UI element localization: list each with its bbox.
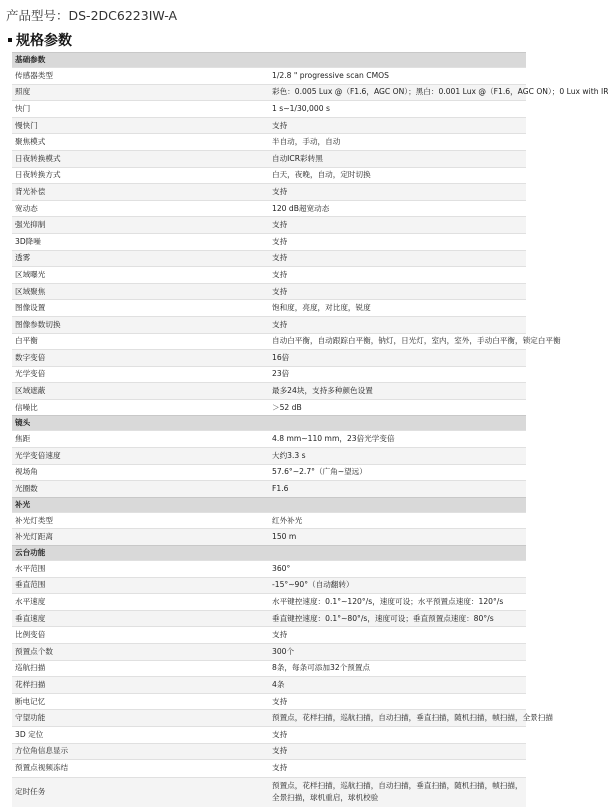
spec-value: 支持 xyxy=(269,250,526,267)
spec-value: 支持 xyxy=(269,117,526,134)
spec-row xyxy=(12,150,526,167)
spec-key: 预置点视频冻结 xyxy=(12,760,269,777)
spec-key: 花样扫描 xyxy=(12,677,269,694)
spec-value: 自动ICR彩转黑 xyxy=(269,150,526,167)
spec-key: 3D 定位 xyxy=(12,726,269,743)
section-title xyxy=(6,30,72,50)
spec-value: 4.8 mm~110 mm，23倍光学变倍 xyxy=(269,431,526,448)
spec-key: 强光抑制 xyxy=(12,217,269,234)
spec-key: 焦距 xyxy=(12,431,269,448)
spec-row xyxy=(12,101,526,118)
spec-value: 360° xyxy=(269,561,526,578)
spec-key: 水平速度 xyxy=(12,594,269,611)
spec-value: 大约3.3 s xyxy=(269,448,526,465)
spec-row xyxy=(12,677,526,694)
spec-row xyxy=(12,383,526,400)
spec-section-label: 云台功能 xyxy=(12,546,526,561)
spec-row xyxy=(12,366,526,383)
spec-key: 图像设置 xyxy=(12,300,269,317)
spec-value: 自动白平衡，自动跟踪白平衡，钠灯，日光灯，室内，室外，手动白平衡，锁定白平衡 xyxy=(269,333,526,350)
spec-value: 支持 xyxy=(269,743,526,760)
spec-key: 断电记忆 xyxy=(12,693,269,710)
spec-key: 垂直速度 xyxy=(12,610,269,627)
spec-value: ＞52 dB xyxy=(269,399,526,416)
spec-section-header xyxy=(12,546,526,561)
spec-value: -15°~90°（自动翻转） xyxy=(269,577,526,594)
spec-row xyxy=(12,431,526,448)
spec-key: 水平范围 xyxy=(12,561,269,578)
spec-section-header xyxy=(12,497,526,512)
spec-value: 1 s~1/30,000 s xyxy=(269,101,526,118)
spec-row xyxy=(12,233,526,250)
section-title-text: 规格参数 xyxy=(16,33,72,49)
spec-value: 16倍 xyxy=(269,350,526,367)
spec-key: 方位角信息显示 xyxy=(12,743,269,760)
spec-row xyxy=(12,117,526,134)
spec-key: 定时任务 xyxy=(12,777,269,807)
spec-row xyxy=(12,68,526,85)
spec-row xyxy=(12,300,526,317)
spec-value: 支持 xyxy=(269,217,526,234)
spec-value: 支持 xyxy=(269,726,526,743)
spec-section-label: 补光 xyxy=(12,497,526,512)
spec-row xyxy=(12,610,526,627)
spec-value: 57.6°~2.7°（广角~望远） xyxy=(269,464,526,481)
spec-row xyxy=(12,200,526,217)
spec-row xyxy=(12,464,526,481)
spec-key: 背光补偿 xyxy=(12,184,269,201)
spec-row xyxy=(12,481,526,498)
spec-key: 透雾 xyxy=(12,250,269,267)
spec-row xyxy=(12,577,526,594)
spec-value: 300个 xyxy=(269,644,526,661)
spec-value: 水平键控速度：0.1°~120°/s，速度可设；水平预置点速度：120°/s xyxy=(269,594,526,611)
spec-row xyxy=(12,448,526,465)
spec-key: 守望功能 xyxy=(12,710,269,727)
spec-row xyxy=(12,743,526,760)
spec-value: 150 m xyxy=(269,529,526,546)
spec-key: 白平衡 xyxy=(12,333,269,350)
spec-value: 白天，夜晚，自动，定时切换 xyxy=(269,167,526,184)
spec-key: 视场角 xyxy=(12,464,269,481)
spec-row xyxy=(12,134,526,151)
spec-key: 聚焦模式 xyxy=(12,134,269,151)
spec-section-header xyxy=(12,416,526,431)
spec-row xyxy=(12,529,526,546)
spec-row xyxy=(12,350,526,367)
spec-value: 垂直键控速度：0.1°~80°/s，速度可设；垂直预置点速度：80°/s xyxy=(269,610,526,627)
spec-key: 信噪比 xyxy=(12,399,269,416)
spec-key: 传感器类型 xyxy=(12,68,269,85)
spec-row xyxy=(12,512,526,529)
spec-key: 光学变倍速度 xyxy=(12,448,269,465)
spec-value: 120 dB超宽动态 xyxy=(269,200,526,217)
spec-value: 彩色：0.005 Lux @（F1.6，AGC ON）；黑白：0.001 Lux @（F1.6，AGC ON）；0 Lux with IR xyxy=(269,84,526,101)
spec-key: 宽动态 xyxy=(12,200,269,217)
spec-value: 支持 xyxy=(269,627,526,644)
spec-section-header xyxy=(12,53,526,68)
spec-row xyxy=(12,167,526,184)
spec-row xyxy=(12,760,526,777)
spec-value: 23倍 xyxy=(269,366,526,383)
spec-value: 支持 xyxy=(269,283,526,300)
model-number: 产品型号：DS-2DC6223IW-A xyxy=(6,8,178,23)
spec-key: 照度 xyxy=(12,84,269,101)
spec-key: 比例变倍 xyxy=(12,627,269,644)
spec-value: 预置点，花样扫描，巡航扫描，自动扫描，垂直扫描，随机扫描，帧扫描，全景扫描 xyxy=(269,710,526,727)
spec-row xyxy=(12,217,526,234)
spec-row xyxy=(12,693,526,710)
spec-value: 8条，每条可添加32个预置点 xyxy=(269,660,526,677)
spec-key: 区域曝光 xyxy=(12,267,269,284)
spec-row xyxy=(12,316,526,333)
spec-row xyxy=(12,333,526,350)
spec-table-body xyxy=(12,53,608,807)
spec-key: 垂直范围 xyxy=(12,577,269,594)
spec-section-label: 基础参数 xyxy=(12,53,526,68)
spec-key: 日夜转换方式 xyxy=(12,167,269,184)
bullet-icon xyxy=(8,38,12,42)
spec-value: 半自动，手动，自动 xyxy=(269,134,526,151)
spec-value: 预置点，花样扫描，巡航扫描，自动扫描，垂直扫描，随机扫描，帧扫描，全景扫描，球机重启，球机校验 xyxy=(269,777,526,807)
spec-value: 红外补光 xyxy=(269,512,526,529)
spec-value: F1.6 xyxy=(269,481,526,498)
spec-value: 支持 xyxy=(269,184,526,201)
spec-value: 支持 xyxy=(269,233,526,250)
spec-key: 光圈数 xyxy=(12,481,269,498)
spec-value: 4条 xyxy=(269,677,526,694)
spec-row xyxy=(12,250,526,267)
spec-key: 3D降噪 xyxy=(12,233,269,250)
spec-key: 慢快门 xyxy=(12,117,269,134)
spec-row xyxy=(12,777,526,807)
spec-key: 补光灯类型 xyxy=(12,512,269,529)
spec-row xyxy=(12,184,526,201)
spec-value: 支持 xyxy=(269,267,526,284)
spec-row xyxy=(12,267,526,284)
spec-row xyxy=(12,627,526,644)
spec-key: 巡航扫描 xyxy=(12,660,269,677)
spec-value: 支持 xyxy=(269,760,526,777)
spec-value: 饱和度，亮度，对比度，锐度 xyxy=(269,300,526,317)
spec-key: 快门 xyxy=(12,101,269,118)
spec-key: 数字变倍 xyxy=(12,350,269,367)
spec-row xyxy=(12,283,526,300)
spec-row xyxy=(12,710,526,727)
spec-table xyxy=(12,52,608,807)
spec-key: 图像参数切换 xyxy=(12,316,269,333)
spec-row xyxy=(12,399,526,416)
spec-key: 预置点个数 xyxy=(12,644,269,661)
spec-value: 支持 xyxy=(269,693,526,710)
spec-value: 1/2.8 " progressive scan CMOS xyxy=(269,68,526,85)
spec-key: 日夜转换模式 xyxy=(12,150,269,167)
spec-key: 区域聚焦 xyxy=(12,283,269,300)
spec-row xyxy=(12,726,526,743)
spec-key: 区域遮蔽 xyxy=(12,383,269,400)
spec-row xyxy=(12,561,526,578)
spec-section-label: 镜头 xyxy=(12,416,526,431)
spec-key: 光学变倍 xyxy=(12,366,269,383)
spec-value: 最多24块，支持多种颜色设置 xyxy=(269,383,526,400)
spec-row xyxy=(12,644,526,661)
spec-row xyxy=(12,84,526,101)
spec-key: 补光灯距离 xyxy=(12,529,269,546)
spec-row xyxy=(12,594,526,611)
spec-value: 支持 xyxy=(269,316,526,333)
spec-row xyxy=(12,660,526,677)
